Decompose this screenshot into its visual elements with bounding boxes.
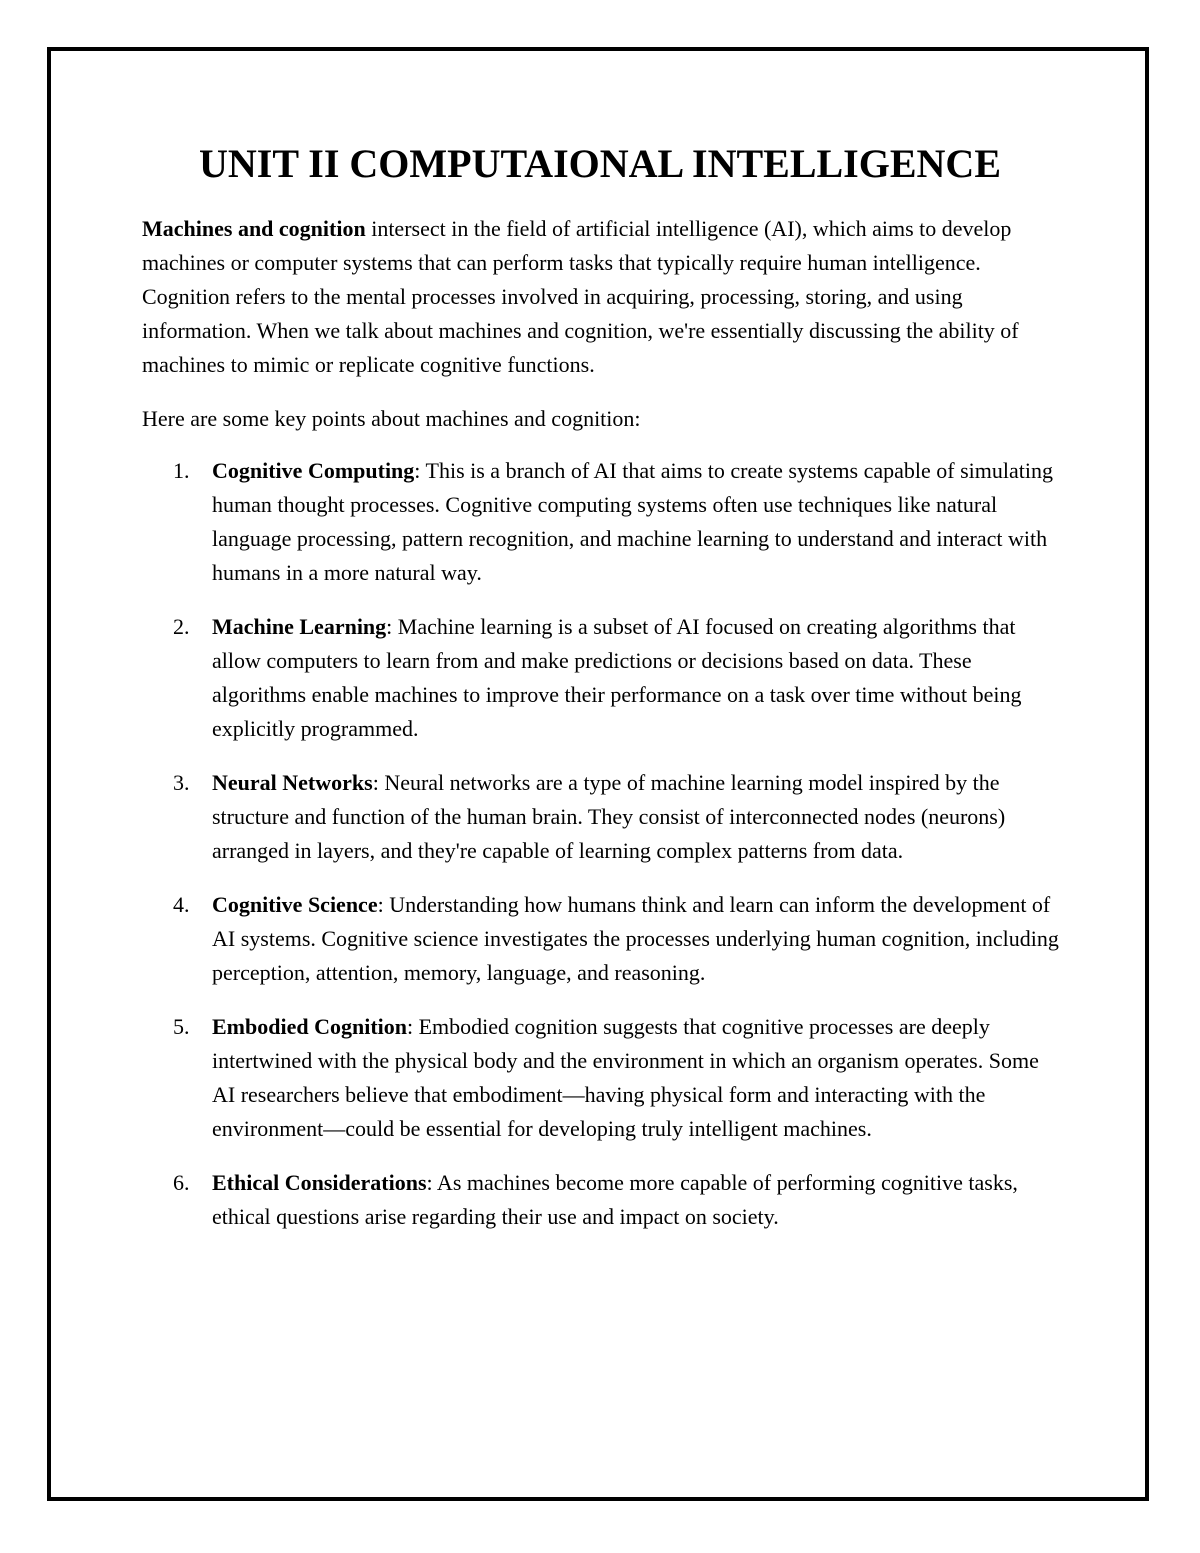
- document-body: [142, 212, 1062, 1254]
- list-item-number: 2.: [173, 614, 190, 639]
- list-item: [142, 454, 1062, 590]
- list-item-number: 1.: [173, 458, 190, 483]
- list-item: [142, 1010, 1062, 1146]
- list-item-number: 3.: [173, 770, 190, 795]
- list-item-term: Neural Networks: [212, 770, 373, 795]
- list-item: [142, 888, 1062, 990]
- list-item-text: : Machine learning is a subset of AI focused on creating algorithms that allow computers to learn from and make predictions or decisions based on data. These algorithms enable machines to improve their performance on a task over time without being explicitly programmed.: [212, 614, 1022, 741]
- list-item-term: Embodied Cognition: [212, 1014, 407, 1039]
- list-item-text: : This is a branch of AI that aims to create systems capable of simulating human thought processes. Cognitive computing systems often use techniques like natural language processing, pattern recognition, and machine learning to understand and interact with humans in a more natural way.: [212, 458, 1053, 585]
- list-item-term: Cognitive Science: [212, 892, 378, 917]
- page-title: UNIT II COMPUTAIONAL INTELLIGENCE: [198, 141, 1001, 186]
- intro-paragraph: [142, 212, 1062, 382]
- list-item-text: : Embodied cognition suggests that cognitive processes are deeply intertwined with the physical body and the environment in which an organism operates. Some AI researchers believe that embodiment—having physical form and interacting with the environment—could be essential for developing truly intelligent machines.: [212, 1014, 1039, 1141]
- list-item-text: : Neural networks are a type of machine learning model inspired by the structure and function of the human brain. They consist of interconnected nodes (neurons) arranged in layers, and they're capable of learning complex patterns from data.: [212, 770, 1006, 863]
- list-item-number: 4.: [173, 892, 190, 917]
- lead-sentence: Here are some key points about machines and cognition:: [142, 406, 641, 431]
- list-item: [142, 1166, 1062, 1234]
- list-item-text: : As machines become more capable of performing cognitive tasks, ethical questions arise regarding their use and impact on society.: [212, 1170, 1018, 1229]
- list-item: [142, 766, 1062, 868]
- list-item-number: 6.: [173, 1170, 190, 1195]
- list-item-term: Machine Learning: [212, 614, 387, 639]
- list-item-term: Ethical Considerations: [212, 1170, 427, 1195]
- intro-bold-term: Machines and cognition: [142, 216, 366, 241]
- key-points-list: [142, 454, 1062, 1234]
- intro-text: intersect in the field of artificial intelligence (AI), which aims to develop machines or computer systems that can perform tasks that typically require human intelligence. Cognition refers to the mental processes involved in acquiring, processing, storing, and using information. When we talk about machines and cognition, we're essentially discussing the ability of machines to mimic or replicate cognitive functions.: [142, 216, 1019, 377]
- list-item-text: : Understanding how humans think and learn can inform the development of AI systems. Cognitive science investigates the processes underlying human cognition, including perception, attention, memory, language, and reasoning.: [212, 892, 1059, 985]
- list-item-term: Cognitive Computing: [212, 458, 415, 483]
- list-item: [142, 610, 1062, 746]
- list-item-number: 5.: [173, 1014, 190, 1039]
